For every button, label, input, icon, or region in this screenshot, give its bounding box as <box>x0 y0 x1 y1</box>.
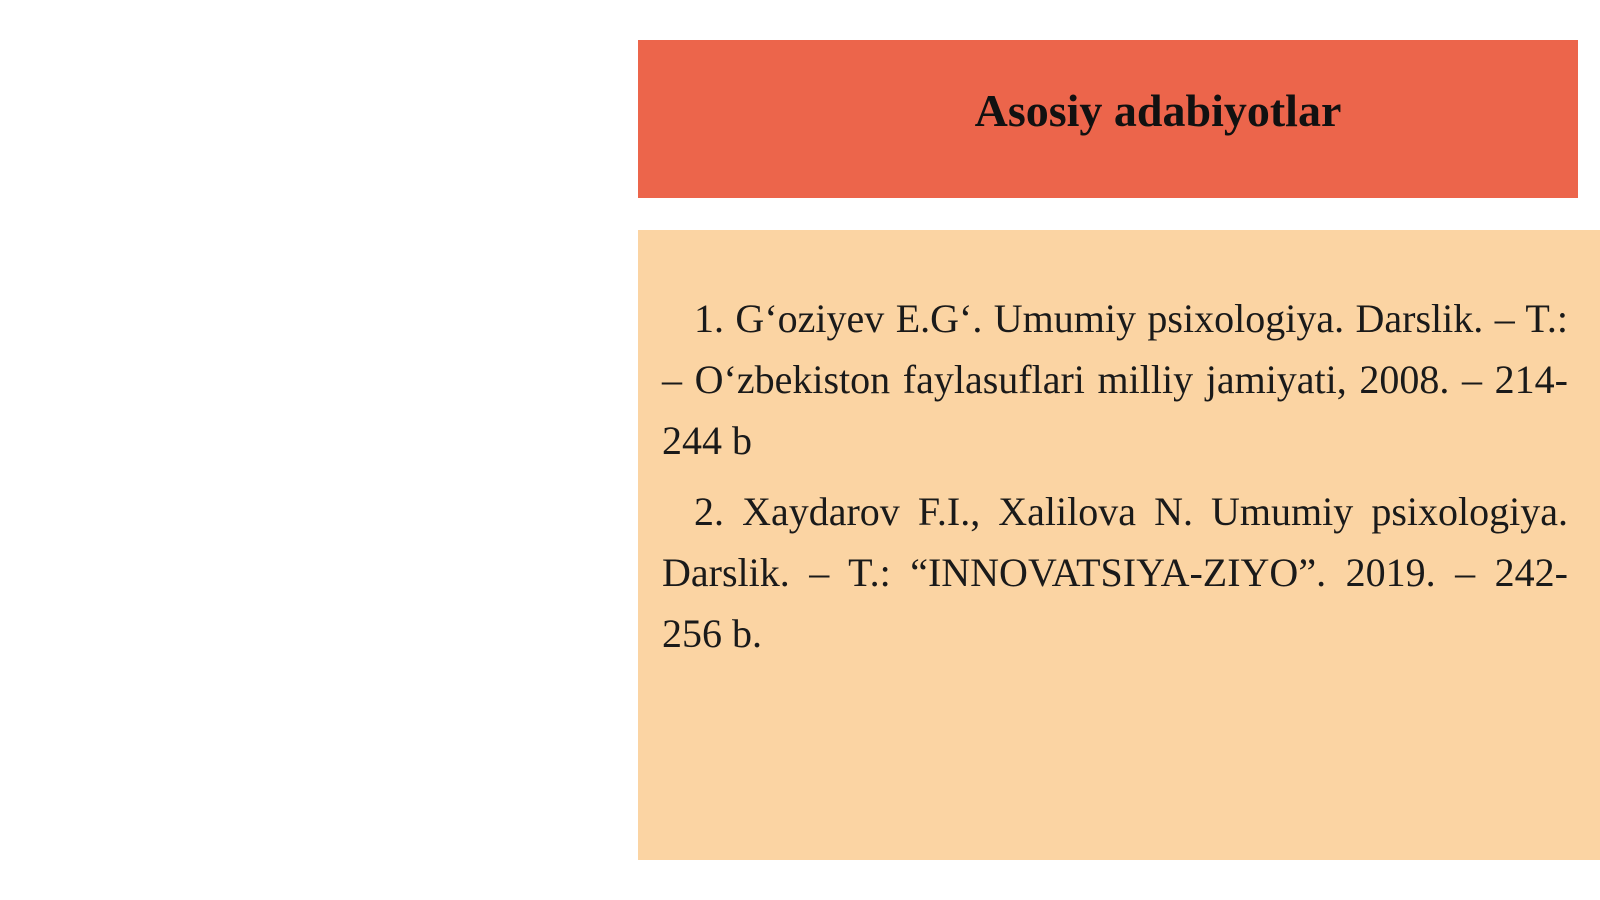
title-banner <box>638 40 1578 198</box>
reference-item-1: 1. G‘oziyev E.G‘. Umumiy psixologiya. Darslik. – T.: – O‘zbekiston faylasuflari milliy jamiyati, 2008. – 214-244 b <box>662 296 1568 463</box>
reference-item-2: 2. Xaydarov F.I., Xalilova N. Umumiy psixologiya. Darslik. – T.: “INNOVATSIYA-ZIYO”. 2019. – 242-256 b. <box>662 489 1568 656</box>
references-list <box>662 288 1568 674</box>
slide-title: Asosiy adabiyotlar <box>974 84 1342 136</box>
references-panel <box>638 230 1600 860</box>
